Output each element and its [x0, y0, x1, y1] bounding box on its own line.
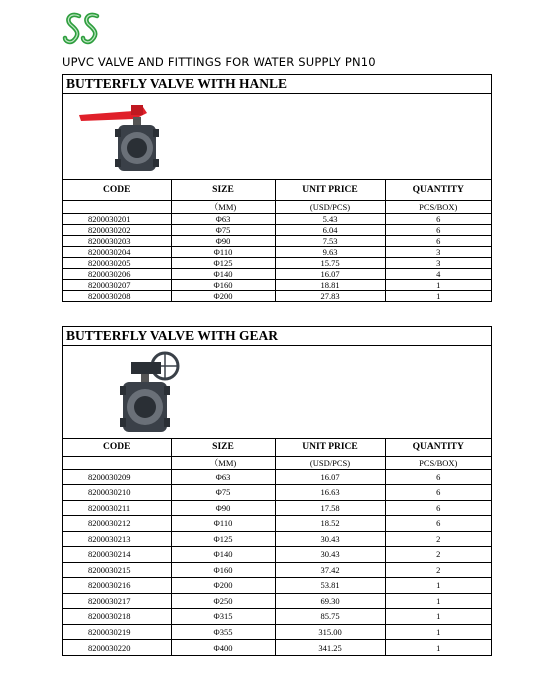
cell-qty: 6: [385, 469, 491, 485]
cell-code: 8200030212: [63, 516, 171, 532]
cell-size: Φ200: [171, 578, 275, 594]
col-price-header: UNIT PRICE: [275, 180, 385, 200]
cell-code: 8200030210: [63, 485, 171, 501]
col-size-header: SIZE: [171, 180, 275, 200]
cell-code: 8200030208: [63, 290, 171, 301]
cell-price: 16.63: [275, 485, 385, 501]
table-row: [63, 257, 491, 268]
cell-size: Φ200: [171, 290, 275, 301]
qty-unit: PCS/BOX): [385, 200, 491, 213]
cell-qty: 6: [385, 224, 491, 235]
table-row: [63, 268, 491, 279]
col-qty-header: QUANTITY: [385, 439, 491, 456]
cell-code: 8200030211: [63, 500, 171, 516]
cell-size: Φ90: [171, 500, 275, 516]
cell-price: 37.42: [275, 562, 385, 578]
col-price-header: UNIT PRICE: [275, 439, 385, 456]
col-qty-header: QUANTITY: [385, 180, 491, 200]
cell-code: 8200030214: [63, 547, 171, 563]
cell-qty: 6: [385, 500, 491, 516]
cell-code: 8200030219: [63, 624, 171, 640]
cell-price: 15.75: [275, 257, 385, 268]
cell-size: Φ75: [171, 485, 275, 501]
size-unit: （MM): [171, 200, 275, 213]
size-unit: （MM): [171, 456, 275, 469]
cell-size: Φ160: [171, 279, 275, 290]
col-code-header: CODE: [103, 184, 131, 195]
price-unit: (USD/PCS): [275, 200, 385, 213]
cell-qty: 2: [385, 562, 491, 578]
table-row: [63, 235, 491, 246]
table-row: [63, 469, 491, 485]
table-row: [63, 516, 491, 532]
cell-price: 5.43: [275, 213, 385, 224]
cell-price: 315.00: [275, 624, 385, 640]
table-row: [63, 531, 491, 547]
cell-price: 16.07: [275, 469, 385, 485]
cell-size: Φ140: [171, 268, 275, 279]
table-row: [63, 578, 491, 594]
cell-price: 16.07: [275, 268, 385, 279]
cell-qty: 6: [385, 516, 491, 532]
cell-code: 8200030213: [63, 531, 171, 547]
table-row: [63, 547, 491, 563]
table-row: [63, 562, 491, 578]
cell-code: 8200030220: [63, 640, 171, 656]
cell-code: 8200030201: [63, 213, 171, 224]
cell-code: 8200030202: [63, 224, 171, 235]
cell-code: 8200030203: [63, 235, 171, 246]
ss-logo-icon: [62, 10, 102, 48]
col-code-header: CODE: [103, 442, 131, 453]
cell-size: Φ90: [171, 235, 275, 246]
cell-qty: 1: [385, 578, 491, 594]
table-row: [63, 609, 491, 625]
cell-price: 17.58: [275, 500, 385, 516]
section-title: BUTTERFLY VALVE WITH HANLE: [63, 75, 491, 94]
table-row: [63, 485, 491, 501]
table-row: [63, 224, 491, 235]
cell-code: 8200030205: [63, 257, 171, 268]
section-handle-valve: [62, 74, 492, 302]
table-row: [63, 246, 491, 257]
cell-code: 8200030206: [63, 268, 171, 279]
cell-qty: 2: [385, 531, 491, 547]
cell-qty: 1: [385, 640, 491, 656]
cell-price: 9.63: [275, 246, 385, 257]
cell-price: 27.83: [275, 290, 385, 301]
cell-code: 8200030209: [63, 469, 171, 485]
qty-unit: PCS/BOX): [385, 456, 491, 469]
cell-qty: 1: [385, 279, 491, 290]
col-size-header: SIZE: [171, 439, 275, 456]
cell-size: Φ355: [171, 624, 275, 640]
product-photo-area: [63, 94, 491, 180]
cell-size: Φ125: [171, 531, 275, 547]
table-row: [63, 624, 491, 640]
cell-code: 8200030216: [63, 578, 171, 594]
table-row: [63, 640, 491, 656]
cell-price: 69.30: [275, 593, 385, 609]
cell-size: Φ140: [171, 547, 275, 563]
cell-code: 8200030215: [63, 562, 171, 578]
cell-price: 6.04: [275, 224, 385, 235]
price-unit: (USD/PCS): [275, 456, 385, 469]
cell-qty: 6: [385, 235, 491, 246]
table-row: [63, 279, 491, 290]
cell-size: Φ63: [171, 213, 275, 224]
butterfly-valve-handle-image: [73, 97, 183, 177]
cell-size: Φ315: [171, 609, 275, 625]
cell-qty: 3: [385, 257, 491, 268]
cell-size: Φ125: [171, 257, 275, 268]
section-gear-valve: [62, 326, 492, 656]
price-table: [63, 180, 491, 301]
product-photo-area: [63, 346, 491, 439]
section-title: BUTTERFLY VALVE WITH GEAR: [63, 327, 491, 346]
cell-qty: 2: [385, 547, 491, 563]
cell-qty: 6: [385, 213, 491, 224]
price-table: [63, 439, 491, 655]
cell-price: 85.75: [275, 609, 385, 625]
cell-qty: 1: [385, 290, 491, 301]
cell-size: Φ75: [171, 224, 275, 235]
cell-size: Φ400: [171, 640, 275, 656]
cell-price: 53.81: [275, 578, 385, 594]
cell-code: 8200030217: [63, 593, 171, 609]
table-row: [63, 213, 491, 224]
cell-size: Φ110: [171, 516, 275, 532]
cell-qty: 4: [385, 268, 491, 279]
cell-code: 8200030204: [63, 246, 171, 257]
table-row: [63, 500, 491, 516]
cell-code: 8200030207: [63, 279, 171, 290]
cell-price: 7.53: [275, 235, 385, 246]
cell-size: Φ63: [171, 469, 275, 485]
cell-qty: 1: [385, 624, 491, 640]
butterfly-valve-gear-image: [93, 346, 203, 438]
cell-size: Φ160: [171, 562, 275, 578]
cell-qty: 1: [385, 609, 491, 625]
table-row: [63, 593, 491, 609]
cell-price: 30.43: [275, 547, 385, 563]
cell-qty: 3: [385, 246, 491, 257]
cell-price: 18.81: [275, 279, 385, 290]
cell-qty: 1: [385, 593, 491, 609]
cell-price: 30.43: [275, 531, 385, 547]
cell-size: Φ110: [171, 246, 275, 257]
cell-code: 8200030218: [63, 609, 171, 625]
document-title: UPVC VALVE AND FITTINGS FOR WATER SUPPLY PN10: [62, 55, 376, 69]
table-row: [63, 290, 491, 301]
cell-qty: 6: [385, 485, 491, 501]
cell-price: 341.25: [275, 640, 385, 656]
cell-price: 18.52: [275, 516, 385, 532]
cell-size: Φ250: [171, 593, 275, 609]
